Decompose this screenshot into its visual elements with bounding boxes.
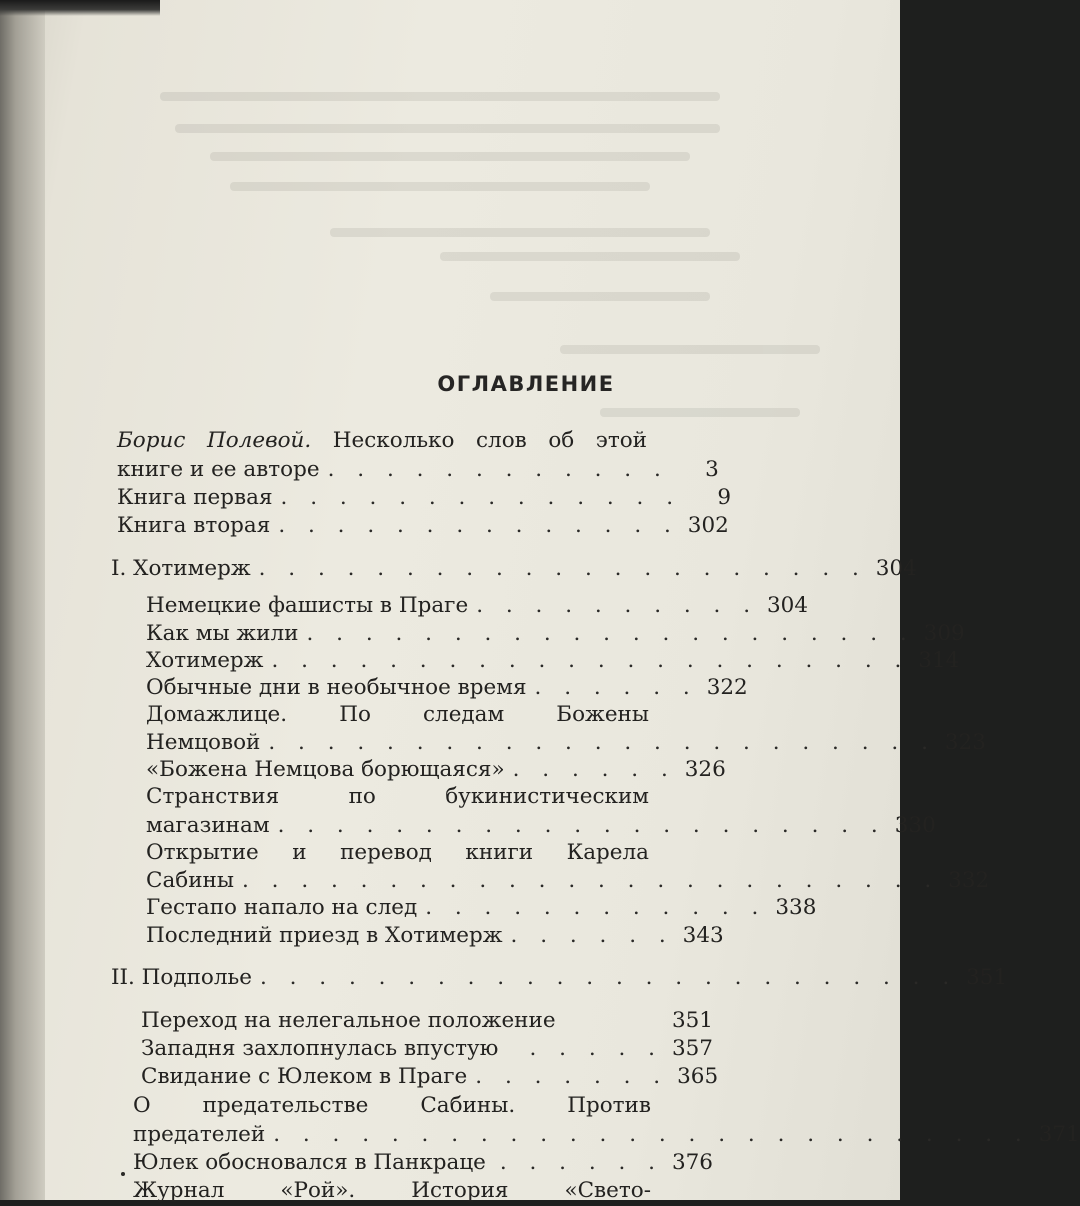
toc-entry-intro-line1 <box>117 428 647 456</box>
page-number: 338 <box>775 895 817 920</box>
toc-entry-label: Свидание с Юлеком в Праге <box>141 1064 468 1089</box>
toc-entry-label <box>117 428 647 453</box>
toc-entry-label: Переход на нелегальное положение <box>141 1008 556 1033</box>
page-number: 323 <box>944 730 986 755</box>
leader-dots: . . . . . . . . . . <box>476 593 759 618</box>
toc-entry <box>146 923 724 951</box>
leader-dots: . . . . . . . . . . . . <box>425 895 767 920</box>
toc-entry <box>133 1150 713 1178</box>
toc-entry-label: Хотимерж <box>146 648 264 673</box>
author-name: Борис Полевой. <box>117 428 312 453</box>
toc-entry <box>146 813 936 841</box>
toc-part-label: I. Хотимерж <box>111 556 251 581</box>
toc-entry-label: Книга вторая <box>117 513 271 538</box>
toc-part-2 <box>111 965 1008 993</box>
toc-entry-label: Открытие и перевод книги Карела <box>146 840 649 865</box>
toc-entry-label: Юлек обосновался в Панкраце <box>133 1150 486 1175</box>
toc-entry <box>146 675 748 703</box>
leader-dots: . . . . . . <box>499 1150 663 1175</box>
leader-dots: . . . . . <box>529 1036 663 1061</box>
leader-dots: . . . . . . . . . . . . . . <box>278 513 679 538</box>
page-number: 357 <box>671 1036 713 1061</box>
toc-entry-intro <box>117 457 719 485</box>
leader-dots: . . . . . . . . . . . . . . . . . . . . . . . <box>268 730 936 755</box>
page-number: 302 <box>687 513 729 538</box>
leader-dots: . . . . . . . . . . . . . . . . . . . . . . <box>271 648 910 673</box>
toc-entry-label: Сабины <box>146 868 234 893</box>
page-number: 322 <box>706 675 748 700</box>
leader-dots: . . . . . . <box>510 923 674 948</box>
leader-dots: . . . . . . <box>512 757 676 782</box>
page-number: 343 <box>682 923 724 948</box>
page-number: 351 <box>966 965 1008 990</box>
toc-entry <box>141 1064 719 1092</box>
leader-dots: . . . . . . . . . . . . <box>327 457 669 482</box>
toc-entry-book-2 <box>117 513 729 541</box>
toc-entry-label: Немцовой <box>146 730 261 755</box>
leader-dots: . . . . . . . . . . . . . . <box>280 485 682 510</box>
toc-entry <box>146 593 809 621</box>
toc-entry-label: Как мы жили <box>146 621 299 646</box>
leader-dots: . . . . . . . . . . . . . . . . . . . . . . . . <box>241 868 940 893</box>
toc-entry <box>141 1008 713 1036</box>
page-title: ОГЛАВЛЕНИЕ <box>437 372 615 396</box>
leader-dots: . . . . . . . . . . . . . . . . . . . . . <box>277 813 886 838</box>
page-number: 365 <box>677 1064 719 1089</box>
toc-entry <box>146 757 726 785</box>
toc-entry <box>146 730 986 758</box>
toc-entry <box>146 868 990 896</box>
toc-part-1 <box>111 556 917 584</box>
toc-entry <box>146 895 817 923</box>
page-number: 330 <box>894 813 936 838</box>
toc-entry-label: предателей <box>133 1122 266 1147</box>
toc-entry-label: Западня захлопнулась впустую <box>141 1036 499 1061</box>
toc-entry-label: «Божена Немцова борющаяся» <box>146 757 505 782</box>
page-number: 376 <box>671 1150 713 1175</box>
toc-entry-label: Домажлице. По следам Божены <box>146 702 649 727</box>
leader-dots: . . . . . . . . . . . . . . . . . . . . . <box>258 556 867 581</box>
leader-dots: . . . . . . . . . . . . . . . . . . . . . . . . <box>259 965 958 990</box>
toc-entry <box>133 1122 1080 1150</box>
toc-entry-label: книге и ее авторе <box>117 457 320 482</box>
toc-entry-label: Последний приезд в Хотимерж <box>146 923 503 948</box>
toc-entry <box>146 621 965 649</box>
toc-entry-label: Немецкие фашисты в Праге <box>146 593 469 618</box>
toc-part-label: II. Подполье <box>111 965 252 990</box>
toc-entry-line1 <box>146 702 649 730</box>
toc-entry-label: Журнал «Рой». История «Свето- <box>133 1178 651 1203</box>
ink-speck <box>121 1172 125 1176</box>
toc-entry-label: Гестапо напало на след <box>146 895 418 920</box>
page-number: 3 <box>705 457 719 482</box>
leader-dots: . . . . . . <box>534 675 698 700</box>
toc-entry-line1 <box>146 840 649 868</box>
page-number: 371 <box>1038 1122 1080 1147</box>
toc-entry-line1 <box>133 1093 651 1121</box>
toc-entry-line1-cut <box>133 1178 651 1206</box>
toc-entry-label: магазинам <box>146 813 270 838</box>
toc-entry-label: Обычные дни в необычное время <box>146 675 527 700</box>
toc-entry-line1 <box>146 784 649 812</box>
page-number: 304 <box>767 593 809 618</box>
toc-entry <box>146 648 960 676</box>
toc-entry-label: Книга первая <box>117 485 273 510</box>
toc-entry-label: Странствия по букинистическим <box>146 784 649 809</box>
toc-entry-book-1 <box>117 485 732 513</box>
page-number: 332 <box>948 868 990 893</box>
toc-entry-label: О предательстве Сабины. Против <box>133 1093 651 1118</box>
page-number: 326 <box>684 757 726 782</box>
leader-dots: . . . . . . . <box>475 1064 669 1089</box>
leader-dots: . . . . . . . . . . . . . . . . . . . . . <box>306 621 915 646</box>
toc-entry <box>141 1036 713 1064</box>
page-number: 314 <box>918 648 960 673</box>
page-number: 9 <box>717 485 732 510</box>
leader-dots: . . . . . . . . . . . . . . . . . . . . . . . . . . <box>273 1122 1030 1147</box>
toc-entry-text: Несколько слов об этой <box>332 428 647 453</box>
page-number: 304 <box>875 556 917 581</box>
page-number: 309 <box>923 621 965 646</box>
page-number: 351 <box>671 1008 713 1033</box>
